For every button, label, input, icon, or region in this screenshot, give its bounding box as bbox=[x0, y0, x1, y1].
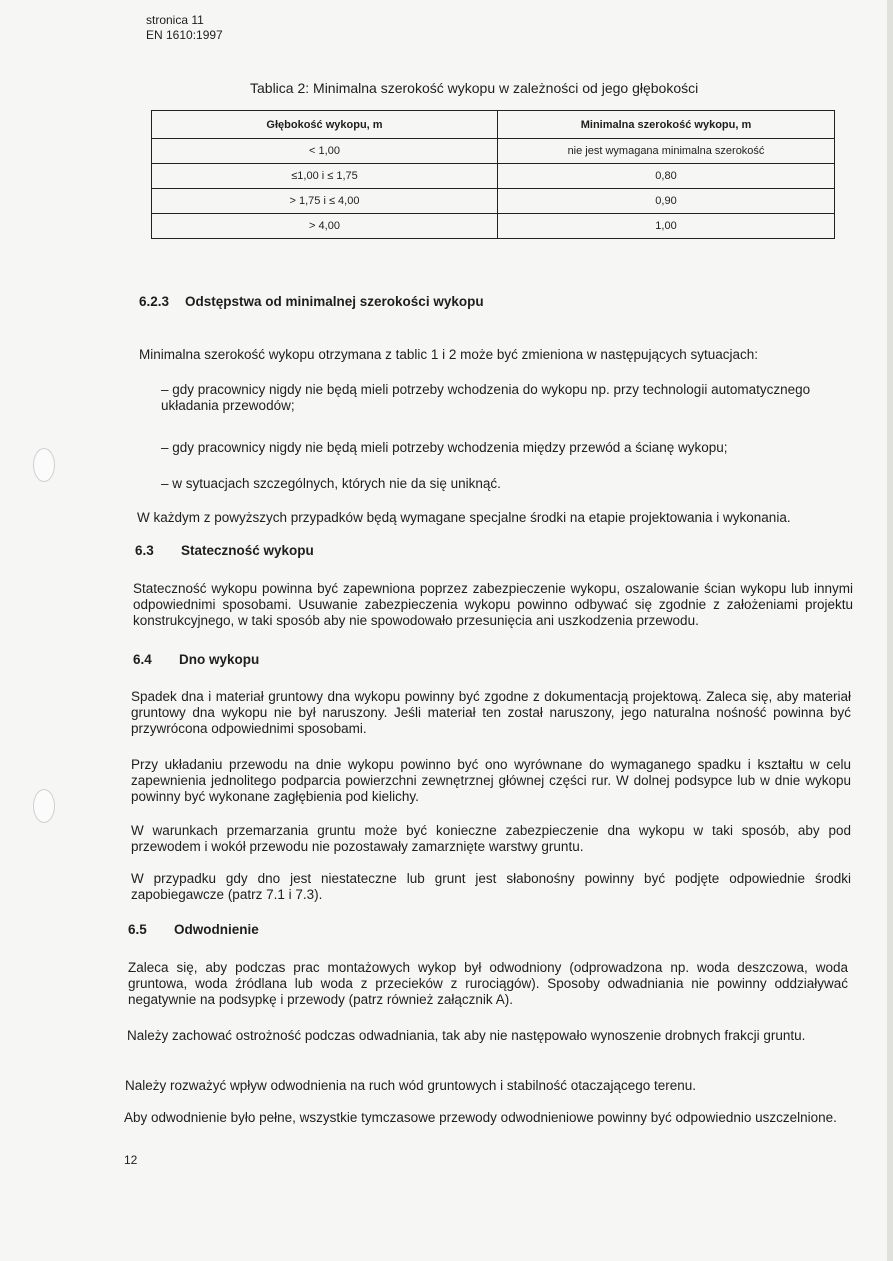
section-intro: Minimalna szerokość wykopu otrzymana z tablic 1 i 2 może być zmieniona w następujących sytuacjach: bbox=[139, 347, 759, 362]
table-column-header: Minimalna szerokość wykopu, m bbox=[498, 111, 835, 139]
paragraph: W przypadku gdy dno jest niestateczne lub grunt jest słabonośny powinny być podjęte odpowiednie środki zapobiegawcze (patrz 7.1 i 7.3). bbox=[131, 871, 851, 902]
table-cell: nie jest wymagana minimalna szerokość bbox=[498, 139, 835, 164]
section-number: 6.3 bbox=[135, 543, 154, 558]
section-number: 6.4 bbox=[133, 652, 152, 667]
table-row bbox=[152, 139, 835, 164]
header-page-label: stronica 11 bbox=[146, 13, 204, 27]
binder-hole bbox=[33, 789, 55, 823]
section-heading-6-4 bbox=[133, 652, 259, 667]
table-row bbox=[152, 214, 835, 239]
section-number: 6.5 bbox=[128, 922, 147, 937]
section-heading-6-2-3 bbox=[139, 294, 484, 309]
table-cell: > 4,00 bbox=[152, 214, 498, 239]
table-header-row bbox=[152, 111, 835, 139]
paragraph: Należy zachować ostrożność podczas odwadniania, tak aby nie następowało wynoszenie drobnych frakcji gruntu. bbox=[127, 1028, 806, 1043]
list-item: – w sytuacjach szczególnych, których nie da się uniknąć. bbox=[161, 476, 501, 491]
paragraph: Spadek dna i materiał gruntowy dna wykopu powinny być zgodne z dokumentacją projektową. Zaleca się, aby materiał gruntowy dna wykopu nie był naruszony. Jeśli materiał ten został naruszony, jego naturalna nośność powinna być przywrócona odpowiednimi sposobami. bbox=[131, 689, 851, 736]
binder-hole bbox=[33, 448, 55, 482]
paragraph: W warunkach przemarzania gruntu może być konieczne zabezpieczenie dna wykopu w taki sposób, aby pod przewodem i wokół przewodu nie pozostawały zamarznięte warstwy gruntu. bbox=[131, 823, 851, 854]
section-title: Odwodnienie bbox=[174, 922, 259, 937]
table-cell: 0,90 bbox=[498, 189, 835, 214]
table-cell: < 1,00 bbox=[152, 139, 498, 164]
paragraph: Aby odwodnienie było pełne, wszystkie tymczasowe przewody odwodnieniowe powinny być odpowiednio uszczelnione. bbox=[124, 1110, 837, 1125]
table-cell: 0,80 bbox=[498, 164, 835, 189]
paragraph: Stateczność wykopu powinna być zapewniona poprzez zabezpieczenie wykopu, oszalowanie ścian wykopu lub innymi odpowiednimi sposobami. Usuwanie zabezpieczenia wykopu powinno odbywać się zgodnie z założeniami projektu konstrukcyjnego, w taki sposób aby nie spowodowało przesunięcia ani uszkodzenia przewodu. bbox=[133, 581, 853, 628]
table-cell: ≤1,00 i ≤ 1,75 bbox=[152, 164, 498, 189]
table-cell: > 1,75 i ≤ 4,00 bbox=[152, 189, 498, 214]
list-item: – gdy pracownicy nigdy nie będą mieli potrzeby wchodzenia między przewód a ścianę wykopu; bbox=[161, 440, 728, 455]
list-item: – gdy pracownicy nigdy nie będą mieli potrzeby wchodzenia do wykopu np. przy technologii automatycznego układania przewodów; bbox=[161, 382, 811, 413]
paragraph: Zaleca się, aby podczas prac montażowych wykop był odwodniony (odprowadzona np. woda deszczowa, woda gruntowa, woda źródlana lub woda z przecieków z rurociągów). Sposoby odwadniania nie powinny oddziaływać negatywnie na podsypkę i przewody (patrz również załącznik A). bbox=[128, 960, 848, 1007]
section-title: Odstępstwa od minimalnej szerokości wykopu bbox=[185, 294, 484, 309]
paragraph: W każdym z powyższych przypadków będą wymagane specjalne środki na etapie projektowania i wykonania. bbox=[137, 510, 791, 525]
section-title: Dno wykopu bbox=[179, 652, 260, 667]
section-heading-6-3 bbox=[135, 543, 314, 558]
page-number: 12 bbox=[124, 1153, 138, 1167]
section-number: 6.2.3 bbox=[139, 294, 170, 309]
paragraph: Należy rozważyć wpływ odwodnienia na ruch wód gruntowych i stabilność otaczającego terenu. bbox=[125, 1078, 697, 1093]
table-title: Tablica 2: Minimalna szerokość wykopu w zależności od jego głębokości bbox=[250, 80, 699, 96]
header-standard: EN 1610:1997 bbox=[146, 28, 223, 42]
page-header bbox=[146, 13, 223, 43]
table-column-header: Głębokość wykopu, m bbox=[152, 111, 498, 139]
paragraph: Przy układaniu przewodu na dnie wykopu powinno być ono wyrównane do wymaganego spadku i kształtu w celu zapewnienia jednolitego podparcia powierzchni zewnętrznej głównej części rur. W dolnej podsypce lub w dnie wykopu powinny być wykonane zagłębienia pod kielichy. bbox=[131, 757, 851, 804]
table-row bbox=[152, 189, 835, 214]
section-heading-6-5 bbox=[128, 922, 259, 937]
table-row bbox=[152, 164, 835, 189]
table-cell: 1,00 bbox=[498, 214, 835, 239]
depth-width-table bbox=[151, 110, 835, 239]
section-title: Stateczność wykopu bbox=[181, 543, 314, 558]
page-edge bbox=[887, 0, 893, 1261]
